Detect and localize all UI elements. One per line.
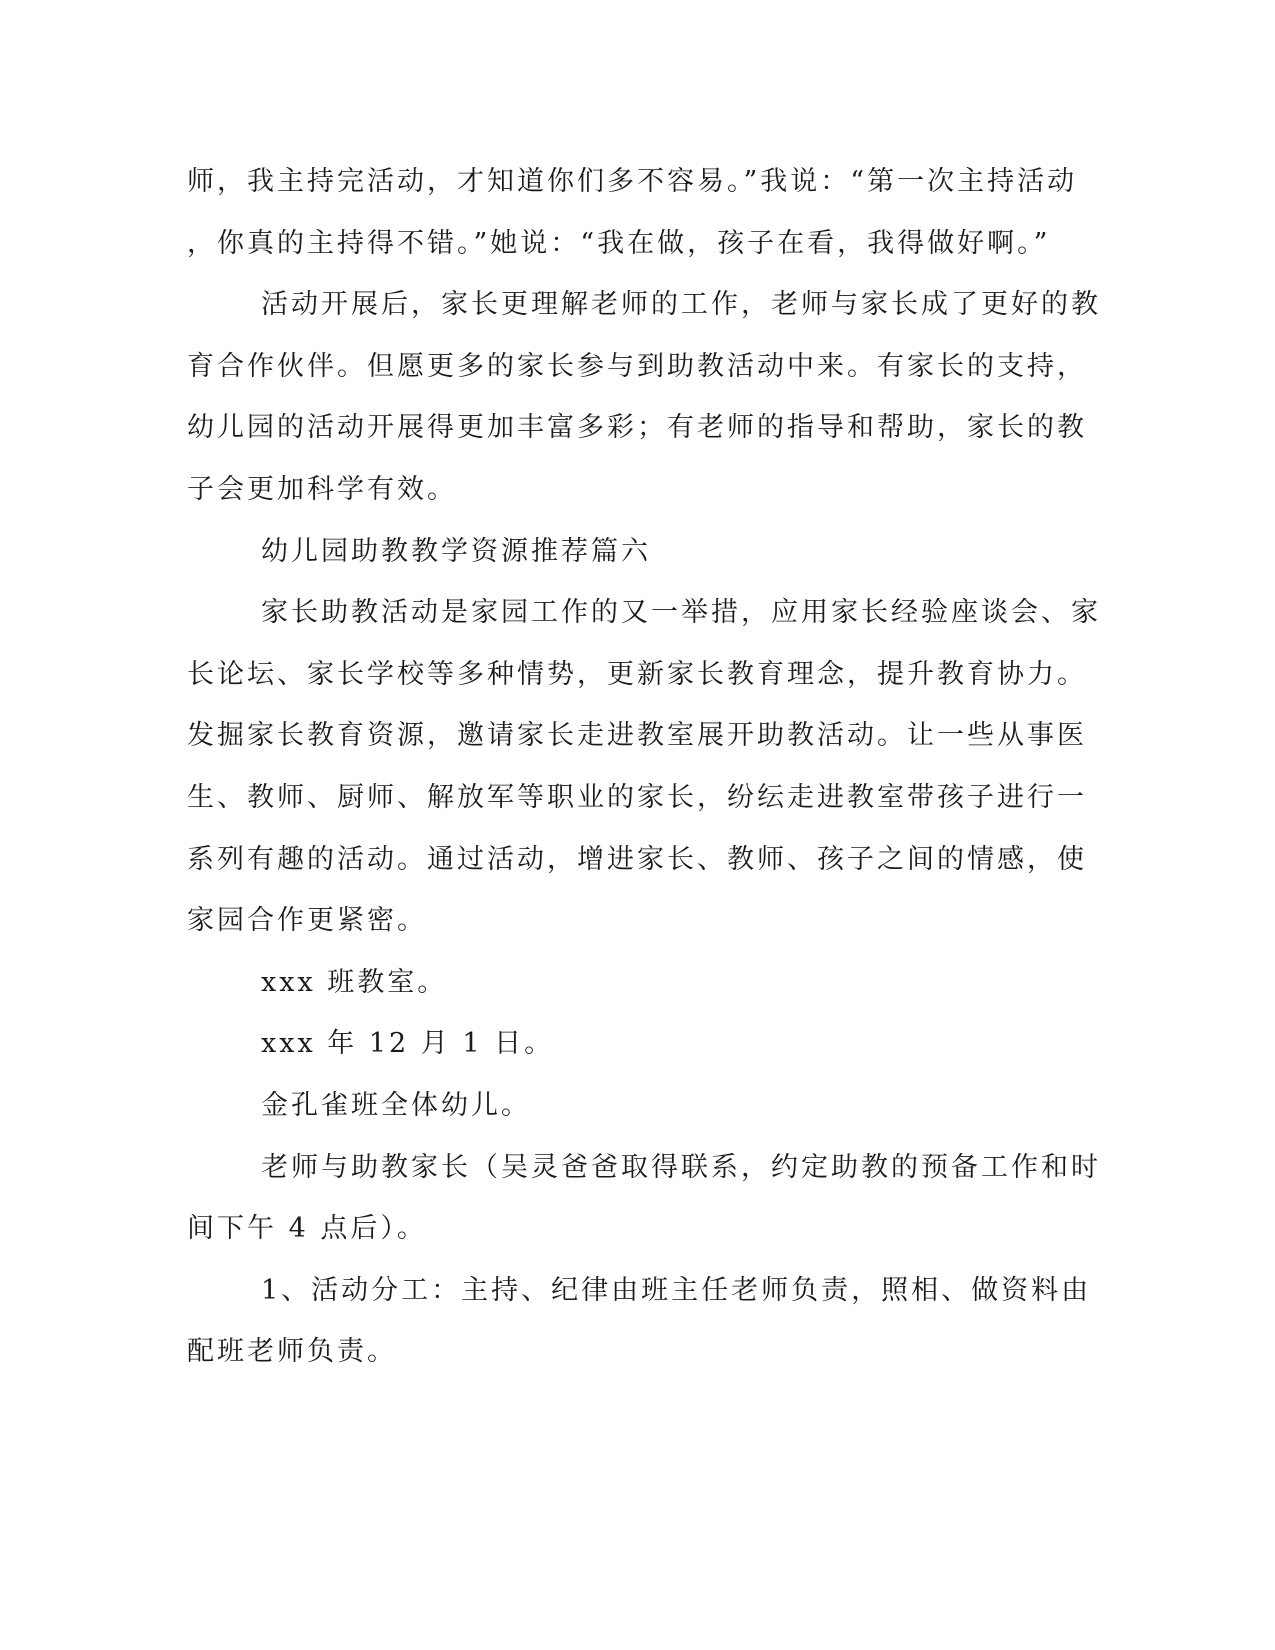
text-line: 师，我主持完活动，才知道你们多不容易。”我说：“第一次主持活动 [187,166,1078,197]
text-line: 发掘家长教育资源，邀请家长走进教室展开助教活动。让一些从事医 [187,720,1087,752]
text-line: 老师与助教家长（吴灵爸爸取得联系，约定助教的预备工作和时 [261,1151,1101,1183]
text-line: 活动开展后，家长更理解老师的工作，老师与家长成了更好的教 [261,289,1101,321]
document-body [187,161,1101,1393]
text-line: 生、教师、厨师、解放军等职业的家长，纷纭走进教室带孩子进行一 [187,781,1087,813]
text-line: 家长助教活动是家园工作的又一举措，应用家长经验座谈会、家 [261,597,1101,629]
text-line: 1、活动分工：主持、纪律由班主任老师负责，照相、做资料由 [261,1274,1092,1306]
text-line: 幼儿园的活动开展得更加丰富多彩；有老师的指导和帮助，家长的教 [187,412,1087,444]
text-line: 长论坛、家长学校等多种情势，更新家长教育理念，提升教育协力。 [187,658,1087,690]
text-line: 配班老师负责。 [187,1336,397,1368]
text-line: ，你真的主持得不错。”她说：“我在做，孩子在看，我得做好啊。” [187,227,1051,259]
text-line: 间下午 4 点后）。 [187,1213,427,1245]
text-line: 子会更加科学有效。 [187,473,457,505]
section-heading: 幼儿园助教教学资源推荐篇六 [261,535,651,567]
text-line: xxx 年 12 月 1 日。 [261,1028,555,1060]
text-line: xxx 班教室。 [261,966,448,998]
text-line: 系列有趣的活动。通过活动，增进家长、教师、孩子之间的情感，使 [187,843,1087,875]
text-line: 金孔雀班全体幼儿。 [261,1089,531,1121]
text-line: 育合作伙伴。但愿更多的家长参与到助教活动中来。有家长的支持， [187,350,1087,382]
text-line: 家园合作更紧密。 [187,905,427,937]
